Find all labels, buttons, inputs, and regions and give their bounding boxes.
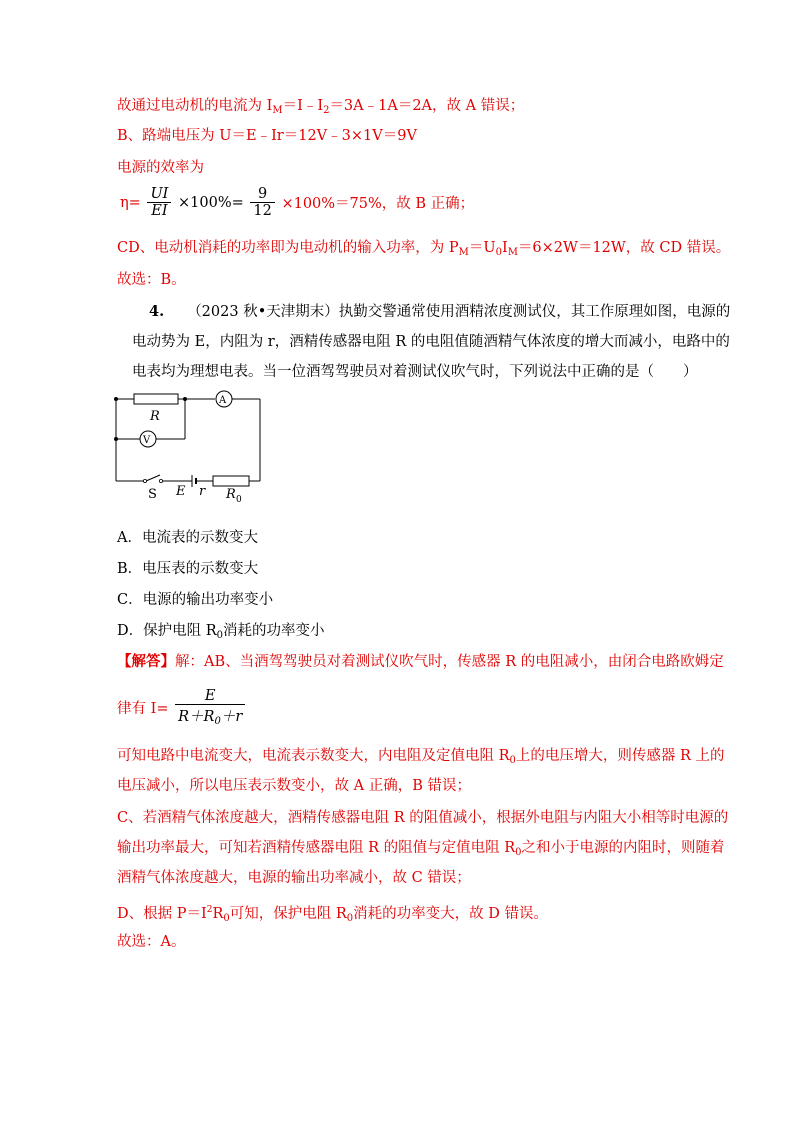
solution-line-voltage: B、路端电压为 U＝E﹣Ir＝12V﹣3×1V＝9V bbox=[117, 128, 417, 144]
option-c: C．电源的输出功率变小 bbox=[117, 592, 274, 608]
fraction-9-12: $\frac{9}{12}$ bbox=[250, 186, 274, 219]
resistor-r bbox=[134, 394, 178, 404]
label-a: A bbox=[219, 395, 227, 406]
solution-line-efficiency-label: 电源的效率为 bbox=[117, 160, 204, 176]
circuit-diagram bbox=[110, 390, 280, 505]
option-a: A．电流表的示数变大 bbox=[117, 530, 258, 546]
label-r-internal: r bbox=[199, 484, 206, 499]
label-r0-sub: 0 bbox=[236, 495, 242, 505]
answer-line-d: D、根据 $P=I^2R_0$可知，保护电阻 $R_0$消耗的功率变大，故 D 错误。 bbox=[117, 905, 548, 924]
resistor-r0 bbox=[213, 476, 249, 486]
efficiency-equation: η= $\frac{UI}{EI}$ ×100%= $\frac{9}{12}$ ×100%＝75%，故 B 正确； bbox=[120, 186, 475, 219]
label-v: V bbox=[143, 435, 151, 446]
question-line-3: 电表均为理想电表。当一位酒驾驾驶员对着测试仪吹气时，下列说法中正确的是（ ） bbox=[132, 364, 698, 380]
answer-line-4: 电压减小，所以电压表示数变小，故 A 正确，B 错误； bbox=[117, 778, 471, 794]
question-line-1: 4. （2023 秋•天津期末）执勤交警通常使用酒精浓度测试仪，其工作原理如图，电源的 bbox=[149, 303, 731, 320]
switch-s bbox=[146, 475, 160, 481]
solution-line-current: 故通过电动机的电流为 $I_M=I﹣I_2=3A﹣1A=2A$，故 A 错误； bbox=[117, 98, 525, 116]
answer-line-3: 可知电路中电流变大，电流表示数变大，内电阻及定值电阻 $R_0$上的电压增大，则传感器 R 上的 bbox=[117, 748, 725, 766]
label-s: S bbox=[148, 487, 157, 502]
label-r0: R bbox=[226, 487, 236, 502]
answer-final: 故选：A。 bbox=[117, 934, 186, 950]
label-e: E bbox=[176, 484, 186, 499]
answer-line-c1: C、若酒精气体浓度越大，酒精传感器电阻 R 的阻值减小，根据外电阻与内阻大小相等时电源的 bbox=[117, 810, 729, 826]
solution-line-power: CD、电动机消耗的功率即为电动机的输入功率，为 $P_M=U_0I_M=6\times 2W=12W$，故 CD 错误。 bbox=[117, 240, 731, 258]
answer-line-c2: 输出功率最大，可知若酒精传感器电阻 R 的阻值与定值电阻 $R_0$之和小于电源的内阻时，则随着 bbox=[117, 840, 725, 858]
question-line-2: 电动势为 E，内阻为 r，酒精传感器电阻 R 的电阻值随酒精气体浓度的增大而减小，电路中的 bbox=[132, 334, 730, 350]
answer-line-1: 【解答】解：AB、当酒驾驾驶员对着测试仪吹气时，传感器 R 的电阻减小，由闭合电路欧姆定 bbox=[117, 653, 724, 670]
answer-line-c3: 酒精气体浓度越大，电源的输出功率减小，故 C 错误； bbox=[117, 870, 471, 886]
label-r: R bbox=[150, 409, 160, 424]
option-d: D．保护电阻 $R_0$消耗的功率变小 bbox=[117, 623, 325, 641]
ohm-law-equation: 律有 I= $\frac{E}{R+R_0+r}$ bbox=[117, 688, 247, 727]
option-b: B．电压表的示数变大 bbox=[117, 561, 259, 577]
fraction-ohm: $\frac{E}{R+R_0+r}$ bbox=[175, 688, 245, 727]
solution-line-answer: 故选：B。 bbox=[117, 272, 186, 288]
fraction-ui-ei: $\frac{UI}{EI}$ bbox=[147, 186, 171, 219]
